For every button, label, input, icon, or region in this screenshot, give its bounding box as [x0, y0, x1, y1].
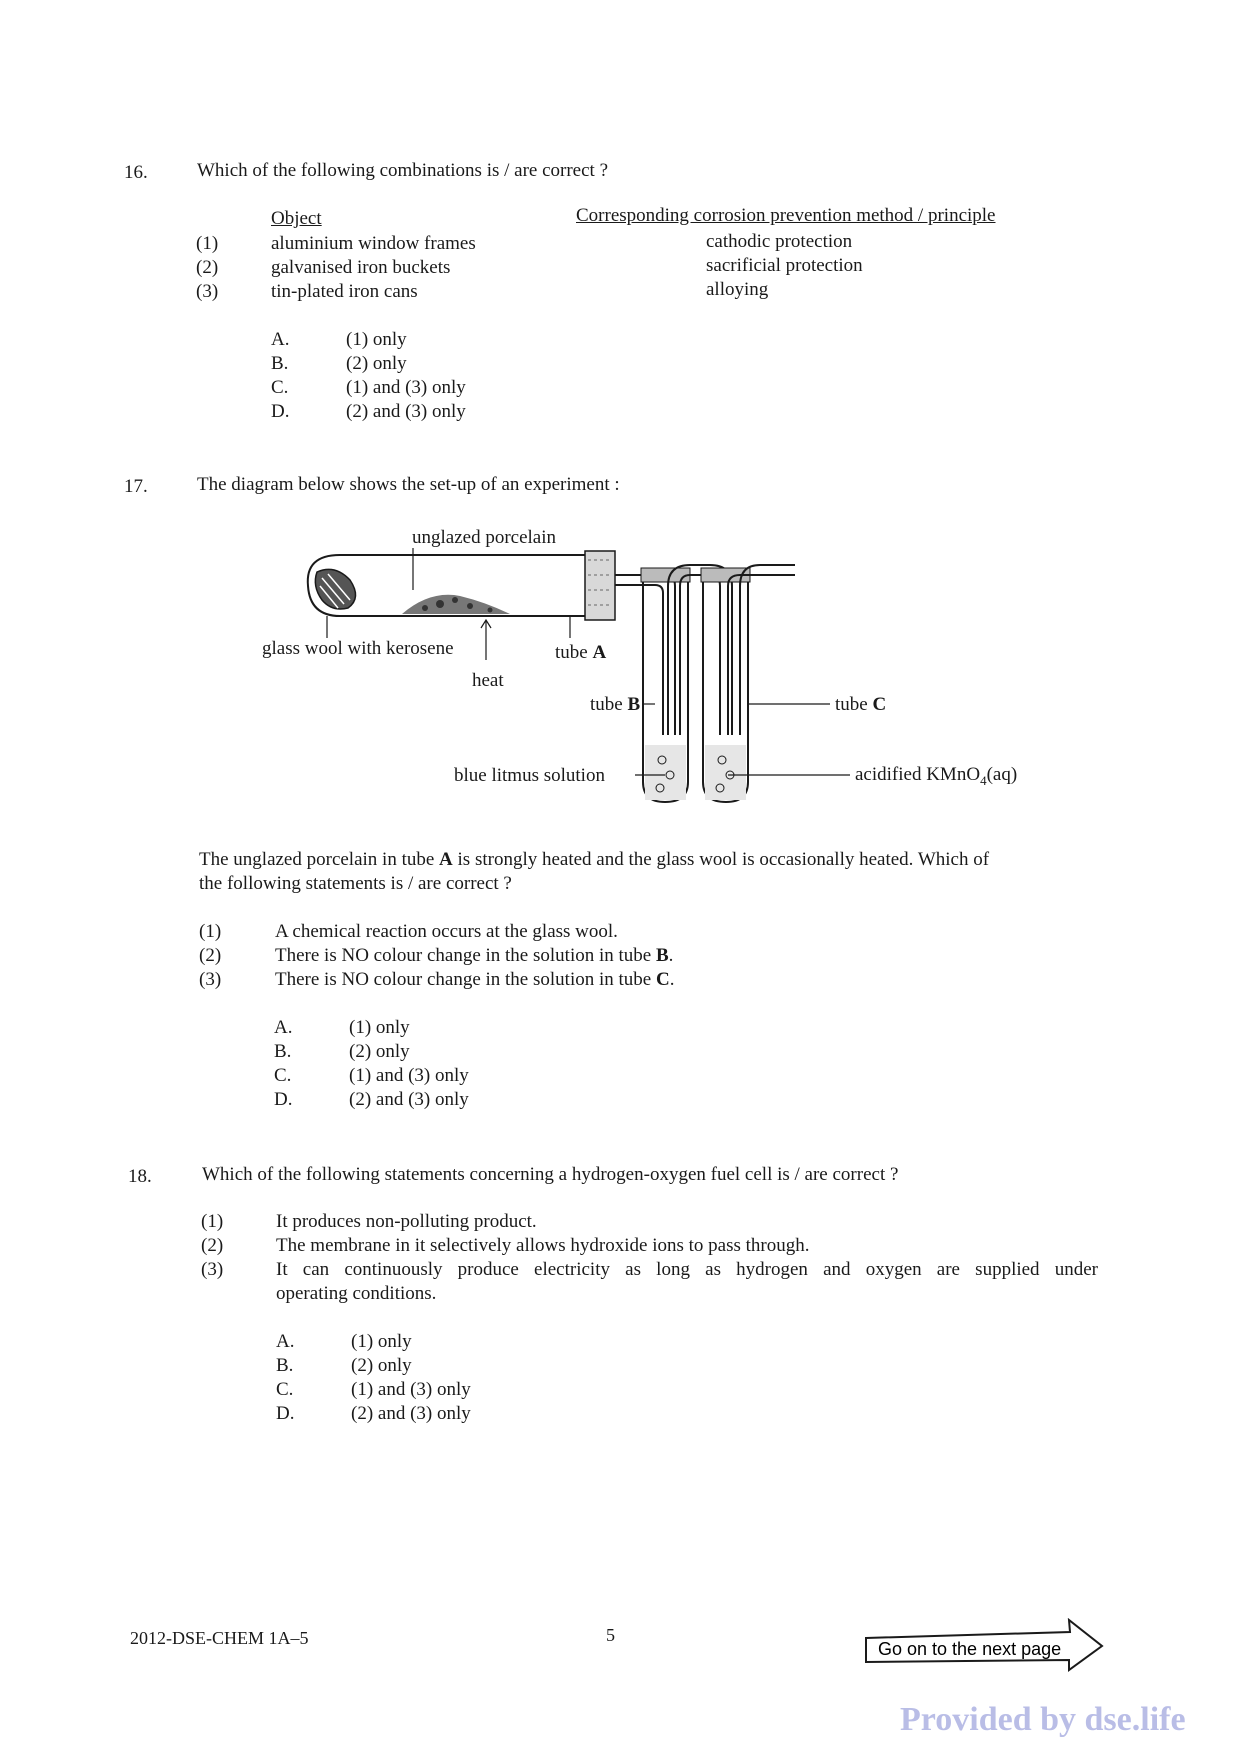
q17-statement-num: (3) — [199, 969, 222, 990]
q18-statement-text: The membrane in it selectively allows hydroxide ions to pass through. — [276, 1235, 810, 1256]
experiment-diagram — [250, 520, 1050, 820]
q18-option-letter: C. — [276, 1379, 294, 1400]
footer-exam-code: 2012-DSE-CHEM 1A–5 — [130, 1628, 309, 1648]
q17-option-letter: A. — [274, 1017, 293, 1038]
footer-page-number: 5 — [606, 1625, 615, 1645]
q17-option-text: (1) only — [349, 1017, 410, 1038]
q16-option-letter: D. — [271, 401, 290, 422]
q17-question: The diagram below shows the set-up of an experiment : — [197, 474, 620, 495]
q16-row-object: aluminium window frames — [271, 233, 476, 254]
q17-option-text: (1) and (3) only — [349, 1065, 469, 1086]
q16-question: Which of the following combinations is / are correct ? — [197, 160, 609, 181]
q18-option-letter: A. — [276, 1331, 295, 1352]
q16-option-letter: C. — [271, 377, 289, 398]
q17-option-text: (2) and (3) only — [349, 1089, 469, 1110]
q16-header-object: Object — [271, 208, 322, 229]
q16-option-letter: A. — [271, 329, 290, 350]
q16-row-num: (2) — [196, 257, 219, 278]
q17-stem-line1: The unglazed porcelain in tube A is strongly heated and the glass wool is occasionally heated. Which of — [199, 849, 990, 870]
q18-statement-num: (3) — [201, 1259, 224, 1280]
q18-number: 18. — [128, 1166, 152, 1187]
q18-statement-num: (2) — [201, 1235, 224, 1256]
q16-row-object: tin-plated iron cans — [271, 281, 418, 302]
next-page-arrow — [864, 1618, 1104, 1672]
q18-statement-text: It produces non-polluting product. — [276, 1211, 537, 1232]
watermark: Provided by dse.life — [900, 1701, 1186, 1738]
label-tube-a: tube A — [555, 642, 607, 663]
q16-option-letter: B. — [271, 353, 289, 374]
label-kmno4: acidified KMnO$_4$(aq) — [855, 764, 1018, 788]
next-page-label: Go on to the next page — [878, 1639, 1062, 1659]
q17-statement-num: (2) — [199, 945, 222, 966]
q17-statement-text: There is NO colour change in the solution in tube B. — [275, 945, 674, 966]
q17-option-letter: B. — [274, 1041, 292, 1062]
q17-statement-num: (1) — [199, 921, 222, 942]
q17-number: 17. — [124, 476, 148, 497]
label-glass-wool: glass wool with kerosene — [262, 638, 454, 659]
q16-header-method: Corresponding corrosion prevention method / principle — [576, 205, 996, 226]
label-blue-litmus: blue litmus solution — [454, 765, 605, 786]
q16-row-method: cathodic protection — [706, 231, 853, 252]
q16-row-num: (3) — [196, 281, 219, 302]
q18-option-letter: B. — [276, 1355, 294, 1376]
q17-option-letter: D. — [274, 1089, 293, 1110]
label-unglazed-porcelain: unglazed porcelain — [412, 527, 557, 548]
q16-number: 16. — [124, 162, 148, 183]
q17-stem-line2: the following statements is / are correct ? — [199, 873, 512, 894]
q18-option-text: (2) and (3) only — [351, 1403, 471, 1424]
q16-option-text: (1) only — [346, 329, 407, 350]
q17-option-text: (2) only — [349, 1041, 410, 1062]
q17-statement-text: There is NO colour change in the solution in tube C. — [275, 969, 675, 990]
q18-option-text: (1) only — [351, 1331, 412, 1352]
q16-row-object: galvanised iron buckets — [271, 257, 451, 278]
q17-statement-text: A chemical reaction occurs at the glass wool. — [275, 921, 618, 942]
q18-question: Which of the following statements concerning a hydrogen-oxygen fuel cell is / are correct ? — [202, 1164, 899, 1185]
q16-option-text: (2) only — [346, 353, 407, 374]
q18-statement-text: It can continuously produce electricity as long as hydrogen and oxygen are supplied under — [276, 1259, 1098, 1280]
q18-option-text: (1) and (3) only — [351, 1379, 471, 1400]
q18-statement-num: (1) — [201, 1211, 224, 1232]
q18-option-text: (2) only — [351, 1355, 412, 1376]
q18-option-letter: D. — [276, 1403, 295, 1424]
q16-row-method: sacrificial protection — [706, 255, 863, 276]
q17-option-letter: C. — [274, 1065, 292, 1086]
q16-row-method: alloying — [706, 279, 769, 300]
label-tube-b: tube B — [590, 694, 641, 715]
q18-statement-continuation: operating conditions. — [276, 1283, 437, 1304]
q16-row-num: (1) — [196, 233, 219, 254]
q16-option-text: (1) and (3) only — [346, 377, 466, 398]
label-tube-c: tube C — [835, 694, 887, 715]
q16-option-text: (2) and (3) only — [346, 401, 466, 422]
label-heat: heat — [472, 670, 504, 691]
